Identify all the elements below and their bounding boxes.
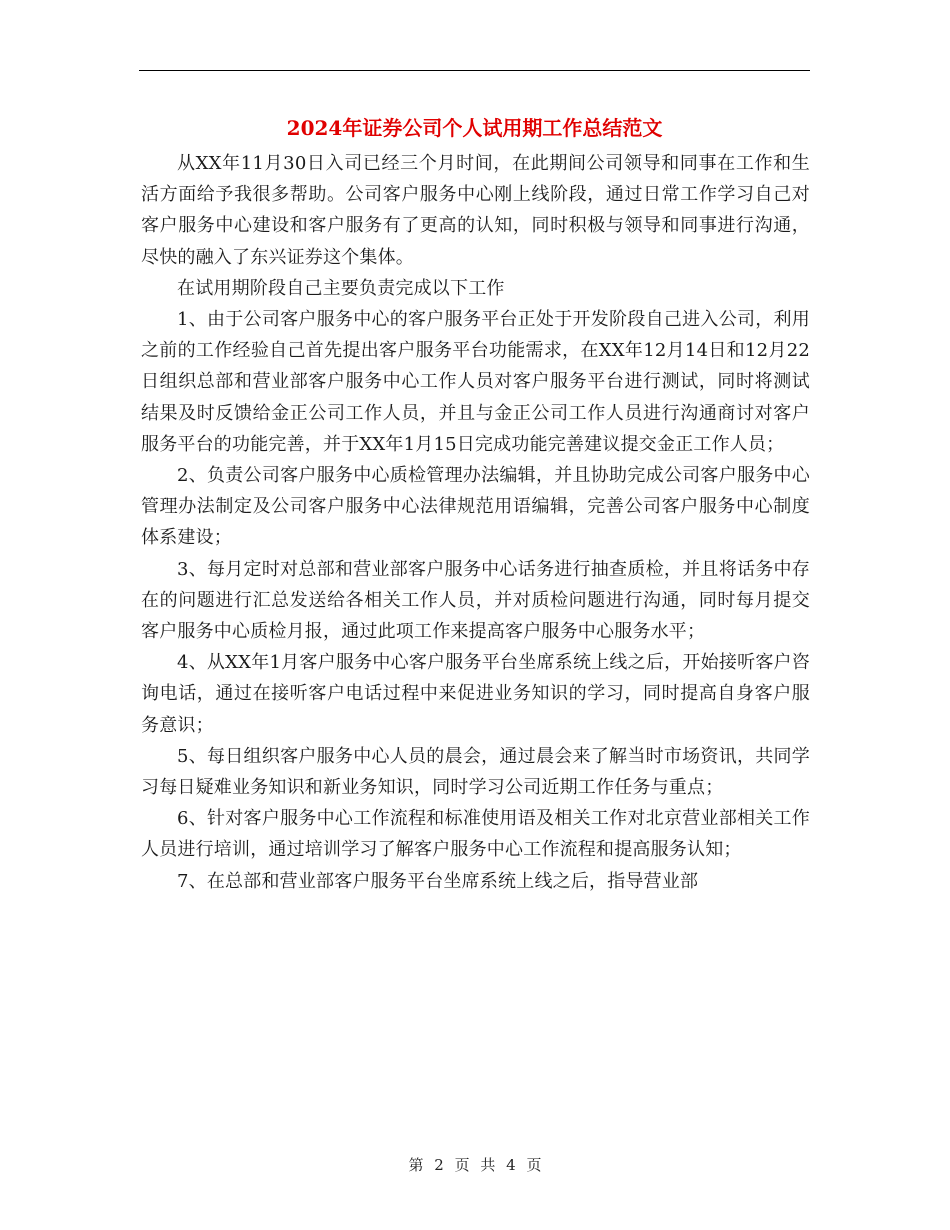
document-body — [141, 148, 810, 897]
paragraph-intro: 从XX年11月30日入司已经三个月时间，在此期间公司领导和同事在工作和生活方面给予我很多帮助。公司客户服务中心刚上线阶段，通过日常工作学习自己对客户服务中心建设和客户服务有了更高的认知，同时积极与领导和同事进行沟通，尽快的融入了东兴证券这个集体。 — [141, 153, 810, 268]
document-title: 2024年证券公司个人试用期工作总结范文 — [286, 116, 663, 140]
paragraph-item-6: 6、针对客户服务中心工作流程和标准使用语及相关工作对北京营业部相关工作人员进行培训，通过培训学习了解客户服务中心工作流程和提高服务认知； — [141, 808, 810, 861]
paragraph-item-7: 7、在总部和营业部客户服务平台坐席系统上线之后，指导营业部 — [177, 870, 699, 892]
page-number-footer: 第 2 页 共 4 页 — [408, 1156, 542, 1174]
paragraph-item-3: 3、每月定时对总部和营业部客户服务中心话务进行抽查质检，并且将话务中存在的问题进行汇总发送给各相关工作人员，并对质检问题进行沟通，同时每月提交客户服务中心质检月报，通过此项工作来提高客户服务中心服务水平； — [141, 558, 810, 643]
header-rule — [139, 70, 810, 71]
paragraph-item-5: 5、每日组织客户服务中心人员的晨会，通过晨会来了解当时市场资讯，共同学习每日疑难业务知识和新业务知识，同时学习公司近期工作任务与重点； — [141, 745, 810, 799]
paragraph-item-4: 4、从XX年1月客户服务中心客户服务平台坐席系统上线之后，开始接听客户咨询电话，通过在接听客户电话过程中来促进业务知识的学习，同时提高自身客户服务意识； — [141, 652, 810, 736]
paragraph-item-1: 1、由于公司客户服务中心的客户服务平台正处于开发阶段自己进入公司，利用之前的工作经验自己首先提出客户服务平台功能需求，在XX年12月14日和12月22日组织总部和营业部客户服务中心工作人员对客户服务平台进行测试，同时将测试结果及时反馈给金正公司工作人员，并且与金正公司工作人员进行沟通商讨对客户服务平台的功能完善，并于XX年1月15日完成功能完善建议提交金正工作人员； — [141, 309, 810, 455]
paragraph-item-2: 2、负责公司客户服务中心质检管理办法编辑，并且协助完成公司客户服务中心管理办法制定及公司客户服务中心法律规范用语编辑，完善公司客户服务中心制度体系建设； — [141, 465, 810, 549]
paragraph-work-heading: 在试用期阶段自己主要负责完成以下工作 — [177, 277, 505, 299]
